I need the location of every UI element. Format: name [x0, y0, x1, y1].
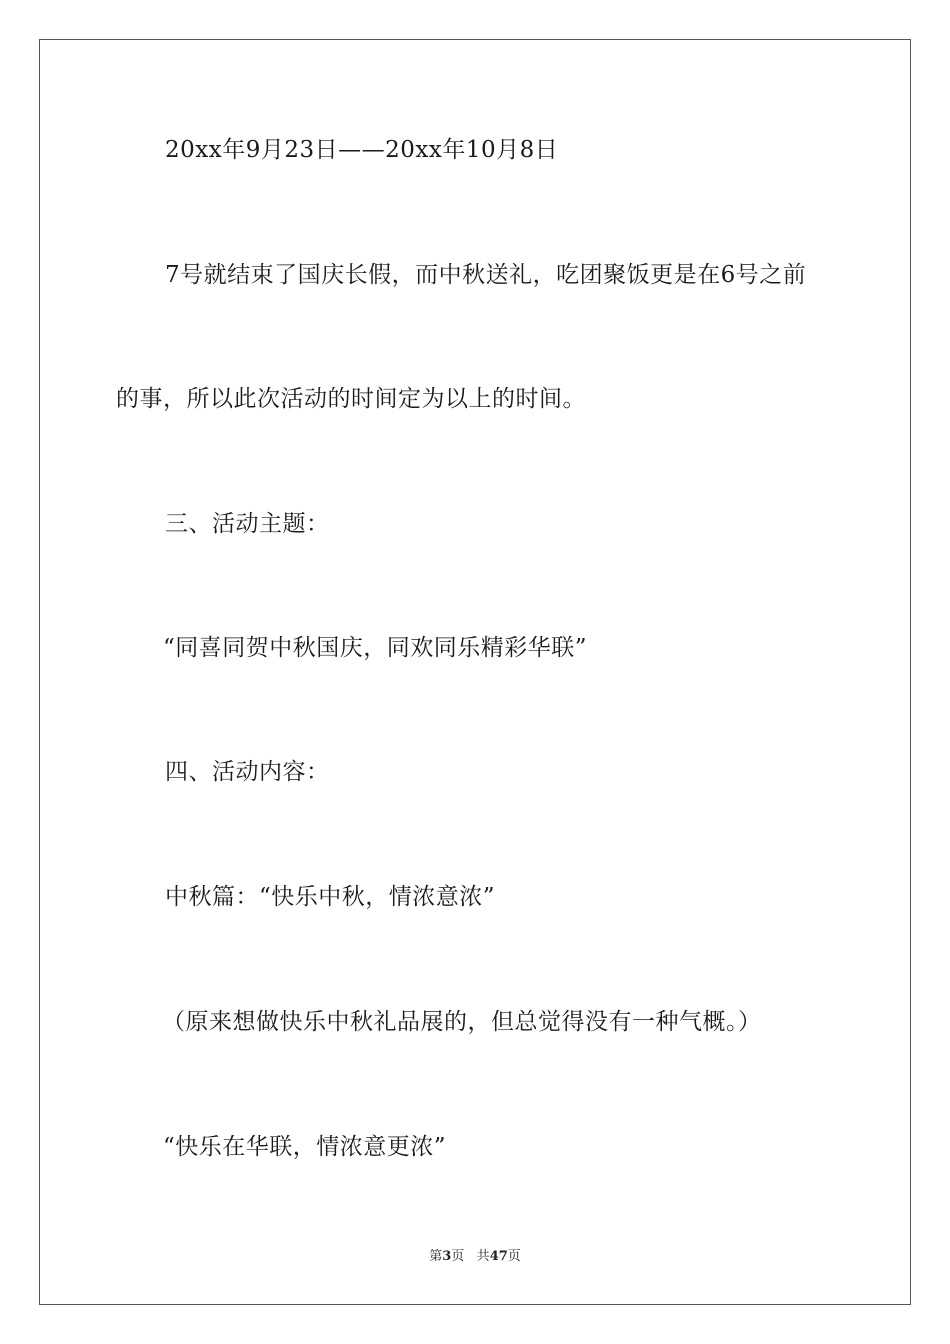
body-paragraph-line-1: 7号就结束了国庆长假，而中秋送礼，吃团聚饭更是在6号之前 — [165, 262, 807, 288]
page-suffix: 页 — [451, 1249, 465, 1264]
page-number: 3 — [442, 1249, 452, 1264]
mid-autumn-heading: 中秋篇：“快乐中秋，情浓意浓” — [165, 884, 496, 910]
section-heading-theme: 三、活动主题： — [165, 511, 330, 537]
total-pages: 47 — [489, 1249, 508, 1264]
theme-slogan: “同喜同贺中秋国庆，同欢同乐精彩华联” — [163, 635, 588, 661]
total-prefix: 共 — [476, 1249, 490, 1264]
parenthetical-note: （原来想做快乐中秋礼品展的，但总觉得没有一种气概。） — [162, 1009, 762, 1035]
date-range-line: 20xx年9月23日——20xx年10月8日 — [165, 137, 559, 163]
total-suffix: 页 — [507, 1249, 521, 1264]
page-border — [39, 39, 911, 1305]
page-prefix: 第 — [429, 1249, 443, 1264]
body-paragraph-line-2: 的事，所以此次活动的时间定为以上的时间。 — [116, 386, 586, 412]
slogan-line: “快乐在华联，情浓意更浓” — [163, 1134, 447, 1160]
page-footer — [0, 1248, 950, 1266]
section-heading-content: 四、活动内容： — [165, 759, 330, 785]
